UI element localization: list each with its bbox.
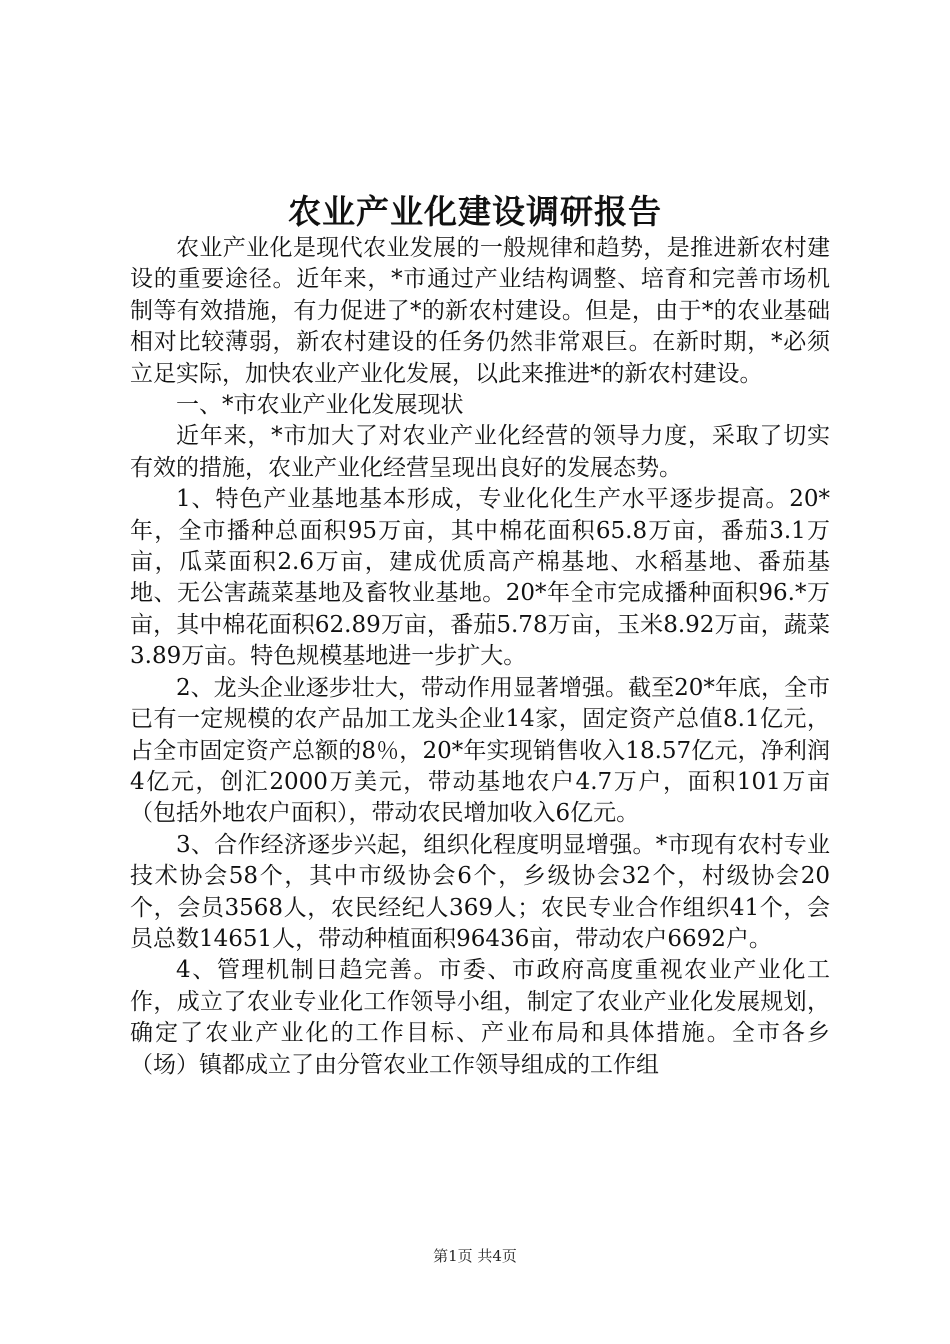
paragraph-item-1: 1、特色产业基地基本形成，专业化化生产水平逐步提高。20*年，全市播种总面积95万亩，其中棉花面积65.8万亩，番茄3.1万亩，瓜菜面积2.6万亩，建成优质高产棉基地、水稻基地、番茄基地、无公害蔬菜基地及畜牧业基地。20*年全市完成播种面积96.*万亩，其中棉花面积62.89万亩，番茄5.78万亩，玉米8.92万亩，蔬菜3.89万亩。特色规模基地进一步扩大。 bbox=[130, 486, 830, 670]
section-heading: 一、*市农业产业化发展现状 bbox=[176, 392, 464, 419]
document-body bbox=[130, 233, 830, 1081]
page-number-footer: 第1页 共4页 bbox=[433, 1247, 517, 1265]
paragraph-overview: 近年来，*市加大了对农业产业化经营的领导力度，采取了切实有效的措施，农业产业化经营呈现出良好的发展态势。 bbox=[130, 423, 830, 481]
paragraph-item-2: 2、龙头企业逐步壮大，带动作用显著增强。截至20*年底，全市已有一定规模的农产品加工龙头企业14家，固定资产总值8.1亿元，占全市固定资产总额的8％，20*年实现销售收入18.57亿元，净利润4亿元，创汇2000万美元，带动基地农户4.7万户，面积101万亩（包括外地农户面积），带动农民增加收入6亿元。 bbox=[130, 674, 830, 827]
paragraph-item-3: 3、合作经济逐步兴起，组织化程度明显增强。*市现有农村专业技术协会58个，其中市级协会6个，乡级协会32个，村级协会20个，会员3568人，农民经纪人369人；农民专业合作组织41个，会员总数14651人，带动种植面积96436亩，带动农户6692户。 bbox=[130, 831, 830, 952]
paragraph-intro: 农业产业化是现代农业发展的一般规律和趋势，是推进新农村建设的重要途径。近年来，*市通过产业结构调整、培育和完善市场机制等有效措施，有力促进了*的新农村建设。但是，由于*的农业基础相对比较薄弱，新农村建设的任务仍然非常艰巨。在新时期，*必须立足实际，加快农业产业化发展，以此来推进*的新农村建设。 bbox=[130, 235, 830, 387]
paragraph-item-4: 4、管理机制日趋完善。市委、市政府高度重视农业产业化工作，成立了农业专业化工作领导小组，制定了农业产业化发展规划，确定了农业产业化的工作目标、产业布局和具体措施。全市各乡（场）镇都成立了由分管农业工作领导组成的工作组 bbox=[130, 957, 830, 1078]
document-title: 农业产业化建设调研报告 bbox=[288, 192, 662, 231]
